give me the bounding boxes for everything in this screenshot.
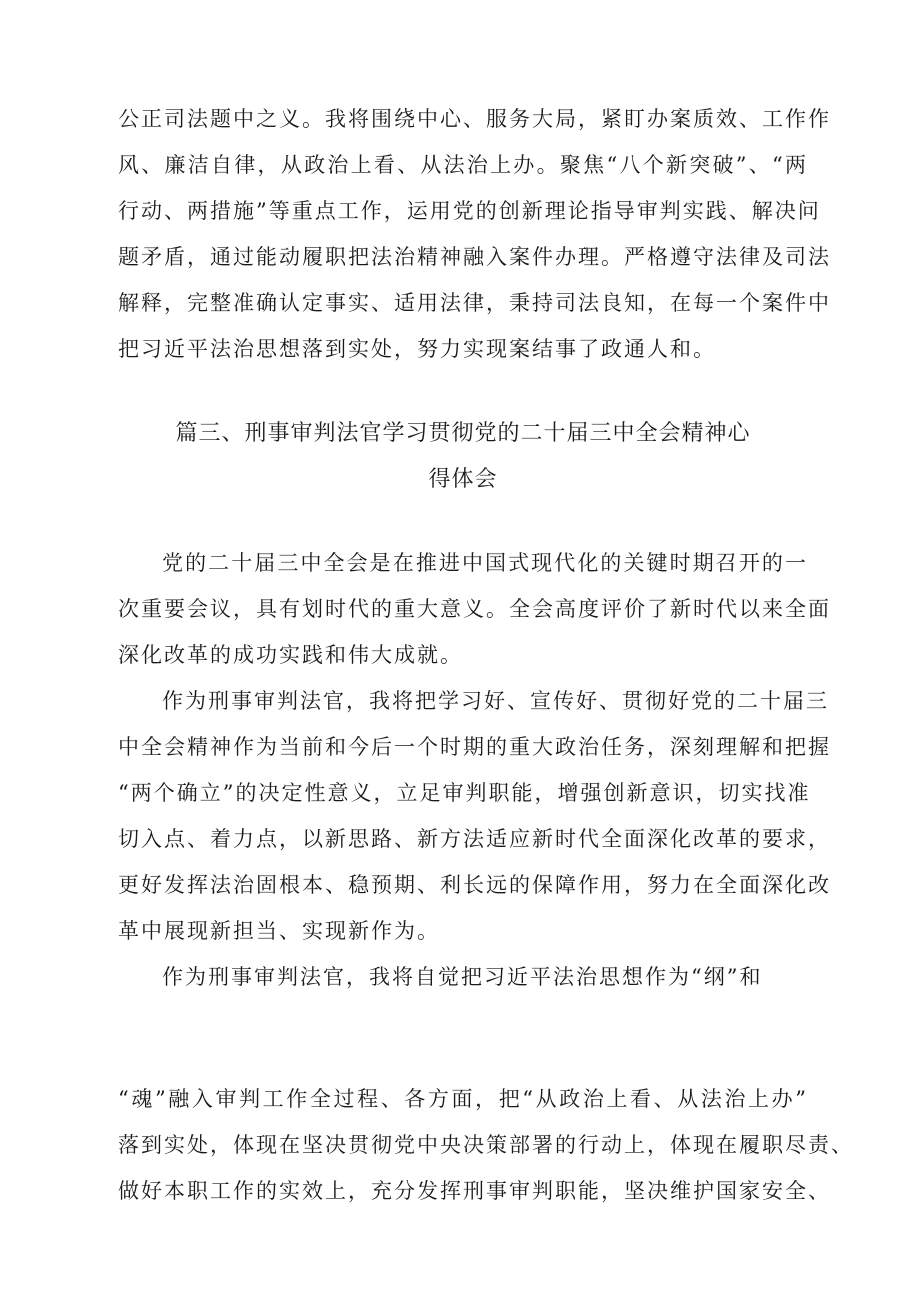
text-line: 党的二十届三中全会是在推进中国式现代化的关键时期召开的一 — [162, 551, 808, 575]
text-line: “两个确立”的决定性意义，立足审判职能，增强创新意识，切实找准 — [118, 781, 811, 805]
text-line: 落到实处，体现在坚决贯彻党中央决策部署的行动上，体现在履职尽责、 — [118, 1133, 854, 1157]
text-line: 作为刑事审判法官，我将把学习好、宣传好、贯彻好党的二十届三 — [162, 689, 829, 713]
text-line: 题矛盾，通过能动履职把法治精神融入案件办理。严格遵守法律及司法 — [118, 245, 831, 269]
text-line: 风、廉洁自律，从政治上看、从法治上办。聚焦“八个新突破”、“两 — [118, 153, 808, 177]
text-line: 更好发挥法治固根本、稳预期、利长远的保障作用，努力在全面深化改 — [118, 873, 831, 897]
text-line: 解释，完整准确认定事实、适用法律，秉持司法良知，在每一个案件中 — [118, 291, 831, 315]
text-line: “魂”融入审判工作全过程、各方面，把“从政治上看、从法治上办” — [118, 1087, 808, 1111]
text-line: 公正司法题中之义。我将围绕中心、服务大局，紧盯办案质效、工作作 — [118, 107, 831, 131]
paragraph-top — [118, 96, 831, 372]
text-line: 把习近平法治思想落到实处，努力实现案结事了政通人和。 — [118, 337, 716, 361]
paragraph-2 — [118, 678, 831, 954]
text-line: 切入点、着力点，以新思路、新方法适应新时代全面深化改革的要求， — [118, 827, 831, 851]
text-line: 做好本职工作的实效上，充分发挥刑事审判职能，坚决维护国家安全、 — [118, 1179, 831, 1203]
paragraph-3 — [118, 954, 808, 1000]
text-line: 中全会精神作为当前和今后一个时期的重大政治任务，深刻理解和把握 — [118, 735, 831, 759]
paragraph-1 — [118, 540, 831, 678]
text-line: 次重要会议，具有划时代的重大意义。全会高度评价了新时代以来全面 — [118, 597, 831, 621]
text-line: 深化改革的成功实践和伟大成就。 — [118, 643, 463, 667]
text-line: 作为刑事审判法官，我将自觉把习近平法治思想作为“纲”和 — [162, 965, 763, 989]
paragraph-4 — [118, 1076, 854, 1214]
section-heading — [118, 411, 808, 503]
section-heading-line: 篇三、刑事审判法官学习贯彻党的二十届三中全会精神心 — [175, 421, 751, 446]
text-line: 行动、两措施”等重点工作，运用党的创新理论指导审判实践、解决问 — [118, 199, 821, 223]
text-line: 革中展现新担当、实现新作为。 — [118, 919, 440, 943]
section-heading-line: 得体会 — [428, 467, 498, 492]
